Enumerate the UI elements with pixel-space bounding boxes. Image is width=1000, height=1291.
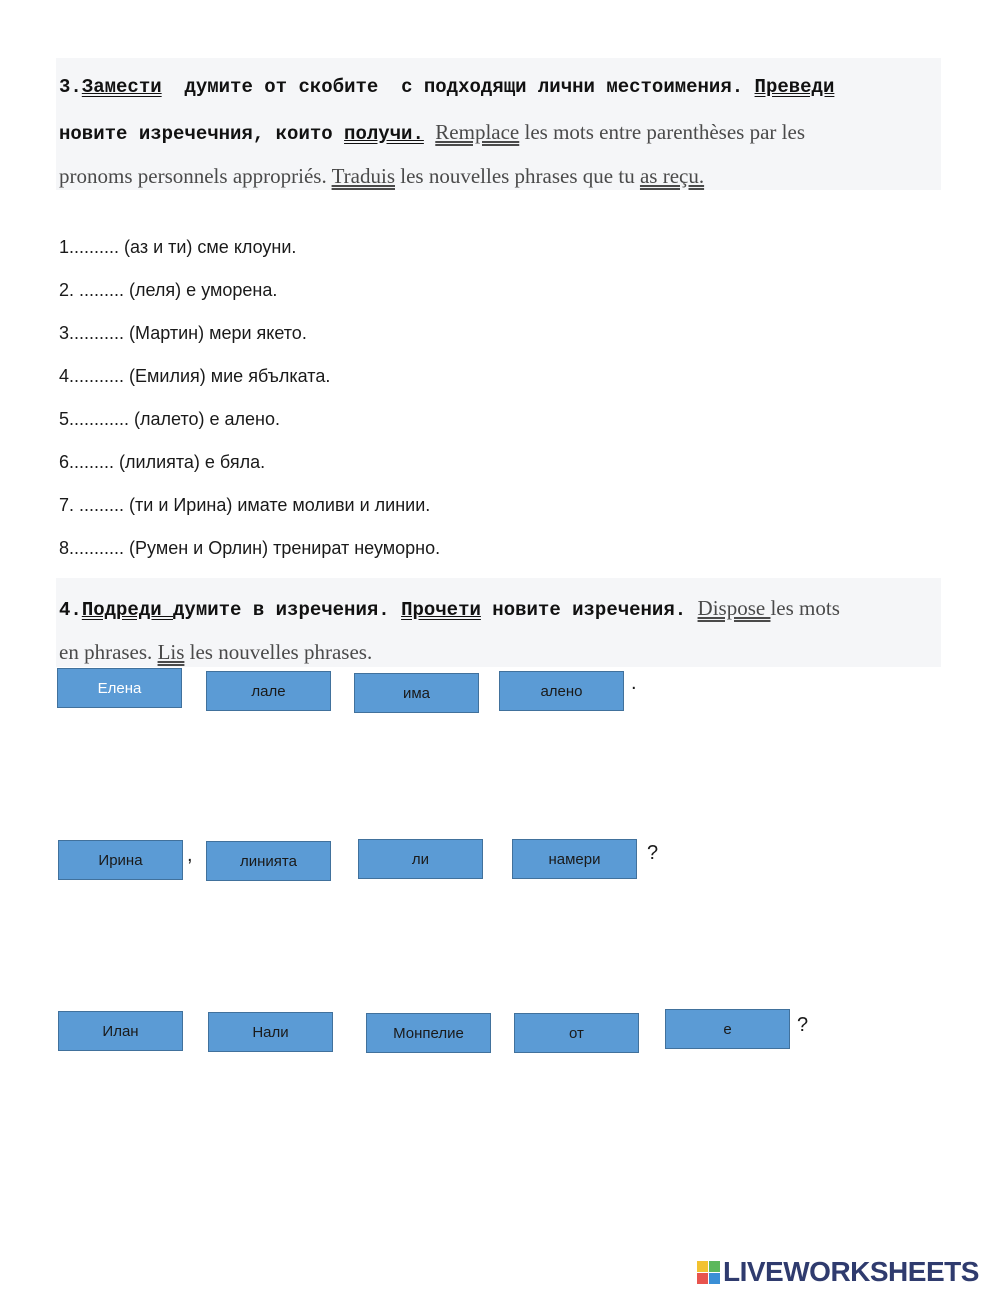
- question-mark: ?: [797, 1014, 809, 1036]
- word-box[interactable]: Илан: [58, 1011, 183, 1051]
- word-box[interactable]: ли: [358, 839, 483, 879]
- word-box[interactable]: Нали: [208, 1012, 333, 1052]
- ex3-fr-text: les mots entre parenthèses par les: [519, 120, 805, 144]
- ex3-fr-text-3: les nouvelles phrases que tu: [395, 164, 640, 188]
- ex4-number: 4.: [59, 599, 82, 621]
- exercise-3-instruction: [56, 58, 941, 190]
- word-box[interactable]: от: [514, 1013, 639, 1053]
- exercise-item-8[interactable]: 8........... (Румен и Орлин) тренират неуморно.: [59, 538, 441, 558]
- ex4-text-2: новите изречения.: [480, 599, 698, 621]
- sentence-end-mark: .: [631, 672, 637, 694]
- ex4-keyword-read: Прочети: [401, 599, 481, 621]
- comma-mark: ,: [187, 844, 193, 866]
- ex3-keyword-translate: Преведи: [754, 76, 835, 98]
- ex3-number: 3.: [59, 76, 82, 98]
- exercise-item-6[interactable]: 6......... (лилията) е бяла.: [59, 452, 266, 472]
- exercise-item-2[interactable]: 2. ......... (леля) е уморена.: [59, 280, 278, 300]
- logo-text: LIVEWORKSHEETS: [723, 1256, 979, 1287]
- word-box[interactable]: има: [354, 673, 479, 713]
- logo-icon: [697, 1261, 720, 1284]
- word-box[interactable]: Ирина: [58, 840, 183, 880]
- ex3-text: думите от скобите с подходящи лични местоимения.: [161, 76, 755, 98]
- ex4-fr-keyword-arrange: Dispose: [697, 596, 771, 620]
- exercise-item-4[interactable]: 4........... (Емилия) мие ябълката.: [59, 366, 331, 386]
- exercise-item-3[interactable]: 3........... (Мартин) мери якето.: [59, 323, 307, 343]
- ex4-text: думите в изречения.: [173, 599, 402, 621]
- question-mark: ?: [647, 842, 659, 864]
- ex4-line-2: [59, 640, 372, 665]
- ex4-fr-text-3: les nouvelles phrases.: [184, 640, 373, 664]
- ex3-line-3: [59, 164, 704, 189]
- ex3-text-2: новите изречечния, които: [59, 123, 345, 145]
- liveworksheets-logo: [697, 1256, 979, 1288]
- ex3-fr-keyword-translate: Traduis: [331, 164, 395, 188]
- logo-square-icon: [697, 1273, 708, 1284]
- ex3-space: [424, 123, 435, 145]
- exercise-item-1[interactable]: 1.......... (аз и ти) сме клоуни.: [59, 237, 297, 257]
- logo-square-icon: [709, 1261, 720, 1272]
- ex4-line-1: [59, 596, 840, 621]
- ex4-fr-keyword-read: Lis: [157, 640, 185, 664]
- word-box[interactable]: Елена: [57, 668, 182, 708]
- word-box[interactable]: алено: [499, 671, 624, 711]
- ex4-fr-text: les mots: [770, 596, 840, 620]
- word-box[interactable]: е: [665, 1009, 790, 1049]
- ex4-fr-text-2: en phrases.: [59, 640, 158, 664]
- ex3-keyword-received: получи.: [344, 123, 424, 145]
- logo-square-icon: [709, 1273, 720, 1284]
- ex3-keyword-replace: Замести: [81, 76, 162, 98]
- word-box[interactable]: намери: [512, 839, 637, 879]
- ex3-fr-keyword-replace: Remplace: [435, 120, 520, 144]
- word-box[interactable]: линията: [206, 841, 331, 881]
- exercise-item-7[interactable]: 7. ......... (ти и Ирина) имате моливи и линии.: [59, 495, 431, 515]
- exercise-4-instruction: [56, 578, 941, 667]
- exercise-item-5[interactable]: 5............ (лалето) е алено.: [59, 409, 280, 429]
- ex3-line-1: [59, 76, 834, 98]
- ex3-line-2: [59, 120, 805, 145]
- word-box[interactable]: лале: [206, 671, 331, 711]
- ex3-fr-text-2: pronoms personnels appropriés.: [59, 164, 332, 188]
- word-box[interactable]: Монпелие: [366, 1013, 491, 1053]
- ex3-fr-keyword-received: as reçu.: [639, 164, 705, 188]
- logo-square-icon: [697, 1261, 708, 1272]
- ex4-keyword-arrange: Подреди: [81, 599, 174, 621]
